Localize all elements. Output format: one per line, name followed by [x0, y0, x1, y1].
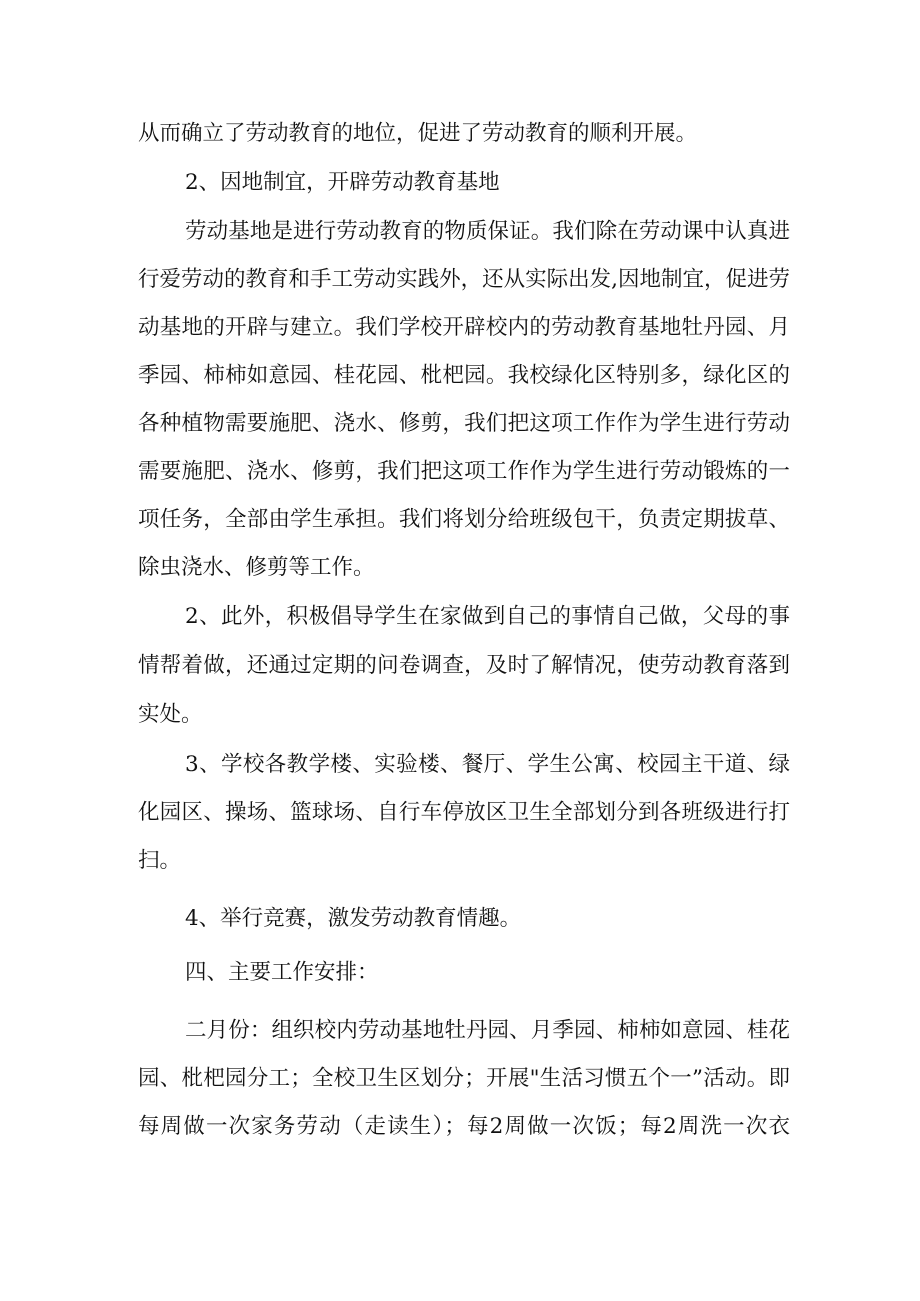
paragraph-line: 除虫浇水、修剪等工作。: [138, 555, 375, 580]
paragraph-line: 从而确立了劳动教育的地位，促进了劳动教育的顺利开展。: [138, 121, 698, 146]
paragraph-line: 每周做一次家务劳动（走读生）；每2周做一次饭；每2周洗一次衣: [138, 1114, 790, 1139]
paragraph-line: 季园、柿柿如意园、桂花园、枇杷园。我校绿化区特别多，绿化区的: [138, 363, 790, 388]
paragraph-line: 行爱劳动的教育和手工劳动实践外，还从实际出发,因地制宜，促进劳: [138, 267, 790, 292]
paragraph-line: 化园区、操场、篮球场、自行车停放区卫生全部划分到各班级进行打: [138, 800, 790, 825]
paragraph-line: 需要施肥、浇水、修剪，我们把这项工作作为学生进行劳动锻炼的一: [138, 459, 790, 484]
paragraph-line: 动基地的开辟与建立。我们学校开辟校内的劳动教育基地牡丹园、月: [138, 315, 790, 340]
section-heading: 2、因地制宜，开辟劳动教育基地: [185, 170, 500, 195]
paragraph-line: 各种植物需要施肥、浇水、修剪，我们把这项工作作为学生进行劳动: [138, 411, 790, 436]
section-heading: 4、举行竞赛，激发劳动教育情趣。: [185, 906, 522, 931]
paragraph-line: 情帮着做，还通过定期的问卷调查，及时了解情况，使劳动教育落到: [138, 653, 790, 678]
paragraph-line: 园、枇杷园分工；全校卫生区划分；开展"生活习惯五个一”活动。即: [138, 1066, 790, 1091]
paragraph-line: 2、此外，积极倡导学生在家做到自己的事情自己做，父母的事: [185, 604, 790, 629]
paragraph-line: 劳动基地是进行劳动教育的物质保证。我们除在劳动课中认真进: [185, 219, 790, 244]
paragraph-line: 扫。: [138, 848, 182, 873]
paragraph-line: 项任务，全部由学生承担。我们将划分给班级包干，负责定期拔草、: [138, 507, 790, 532]
paragraph-line: 实处。: [138, 702, 203, 727]
paragraph-line: 二月份：组织校内劳动基地牡丹园、月季园、柿柿如意园、桂花: [185, 1018, 790, 1043]
section-heading: 四、主要工作安排：: [185, 960, 379, 985]
paragraph-line: 3、学校各教学楼、实验楼、餐厅、学生公寓、校园主干道、绿: [185, 752, 790, 777]
